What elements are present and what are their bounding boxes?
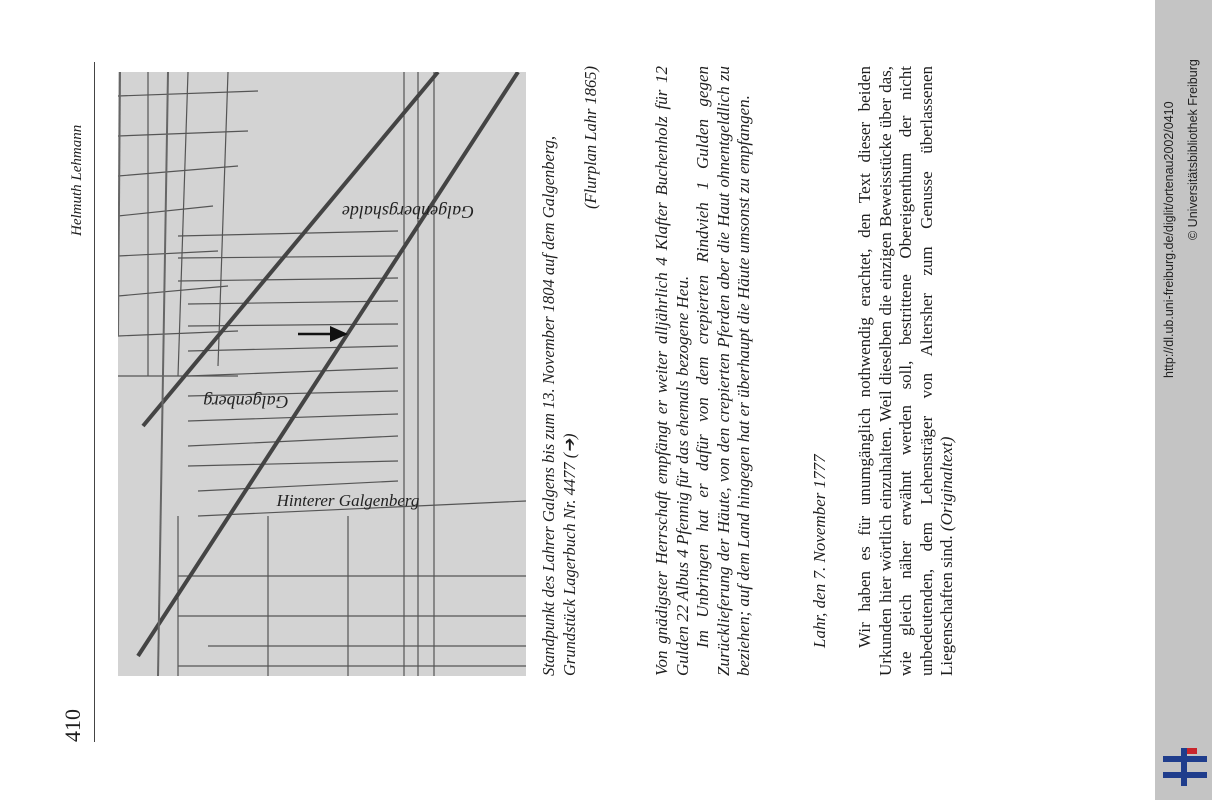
source-url-link[interactable]: http://dl.ub.uni-freiburg.de/diglit/ortenau2002/0410: [1162, 101, 1176, 378]
map-drawing: [118, 72, 526, 676]
running-head: Helmuth Lehmann: [69, 124, 85, 236]
page-number: 410: [60, 709, 85, 742]
copyright-notice: © Universitätsbibliothek Freiburg: [1186, 59, 1200, 240]
caption-line-1: Standpunkt des Lahrer Galgens bis zum 13. November 1804 auf dem Galgenberg,: [539, 135, 558, 676]
quoted-document-text: [652, 66, 755, 676]
map-label-galgenbergshalde: Galgenbergshalde: [341, 202, 475, 222]
caption-line-2: Grundstück Lagerbuch Nr. 4477 (➔): [560, 433, 579, 676]
header-rule: [94, 62, 95, 742]
body-paragraph-3: [855, 66, 958, 676]
caption-source: (Flurplan Lahr 1865): [581, 66, 600, 210]
body-paragraph-3-text: Wir haben es für unumgänglich nothwendig erachtet, den Text dieser beiden Urkunden hier wörtlich einzuhalten. Weil dieselben die einzigen Beweisstücke über das, wie gleich näher erwähnt werden soll, bestrittene Obereigenthum der nicht unbedeutenden, dem Lehensträger von Altersher zum Genusse überlassenen Liegenschaften sind.: [855, 66, 956, 676]
body-paragraph-1: Von gnädigster Herrschaft empfängt er weiter alljährlich 4 Klafter Buchenholz für 12 Gulden 22 Albus 4 Pfennig für das ehemals bezogene Heu.: [652, 66, 692, 676]
body-paragraph-2: Im Unbringen hat er dafür von dem crepierten Rindvieh 1 Gulden gegen Zurücklieferung der Häute, von den crepierten Pferden aber die Haut ohnentgeldlich zu beziehen; auf dem Land hingegen hat er überhaupt die Häute umsonst zu empfangen.: [693, 66, 753, 676]
figure-caption: [538, 66, 601, 676]
document-date: Lahr, den 7. November 1777: [810, 454, 829, 648]
scanned-book-page: [60, 42, 1140, 742]
cadastral-map-figure: [118, 72, 526, 676]
ub-freiburg-logo-icon: [1163, 748, 1207, 786]
map-label-galgenberg: Galgenberg: [203, 392, 289, 412]
commentary-text: [855, 66, 958, 676]
original-text-note: (Originaltext): [937, 436, 956, 532]
map-label-hinterer-galgenberg: Hinterer Galgenberg: [276, 491, 420, 510]
